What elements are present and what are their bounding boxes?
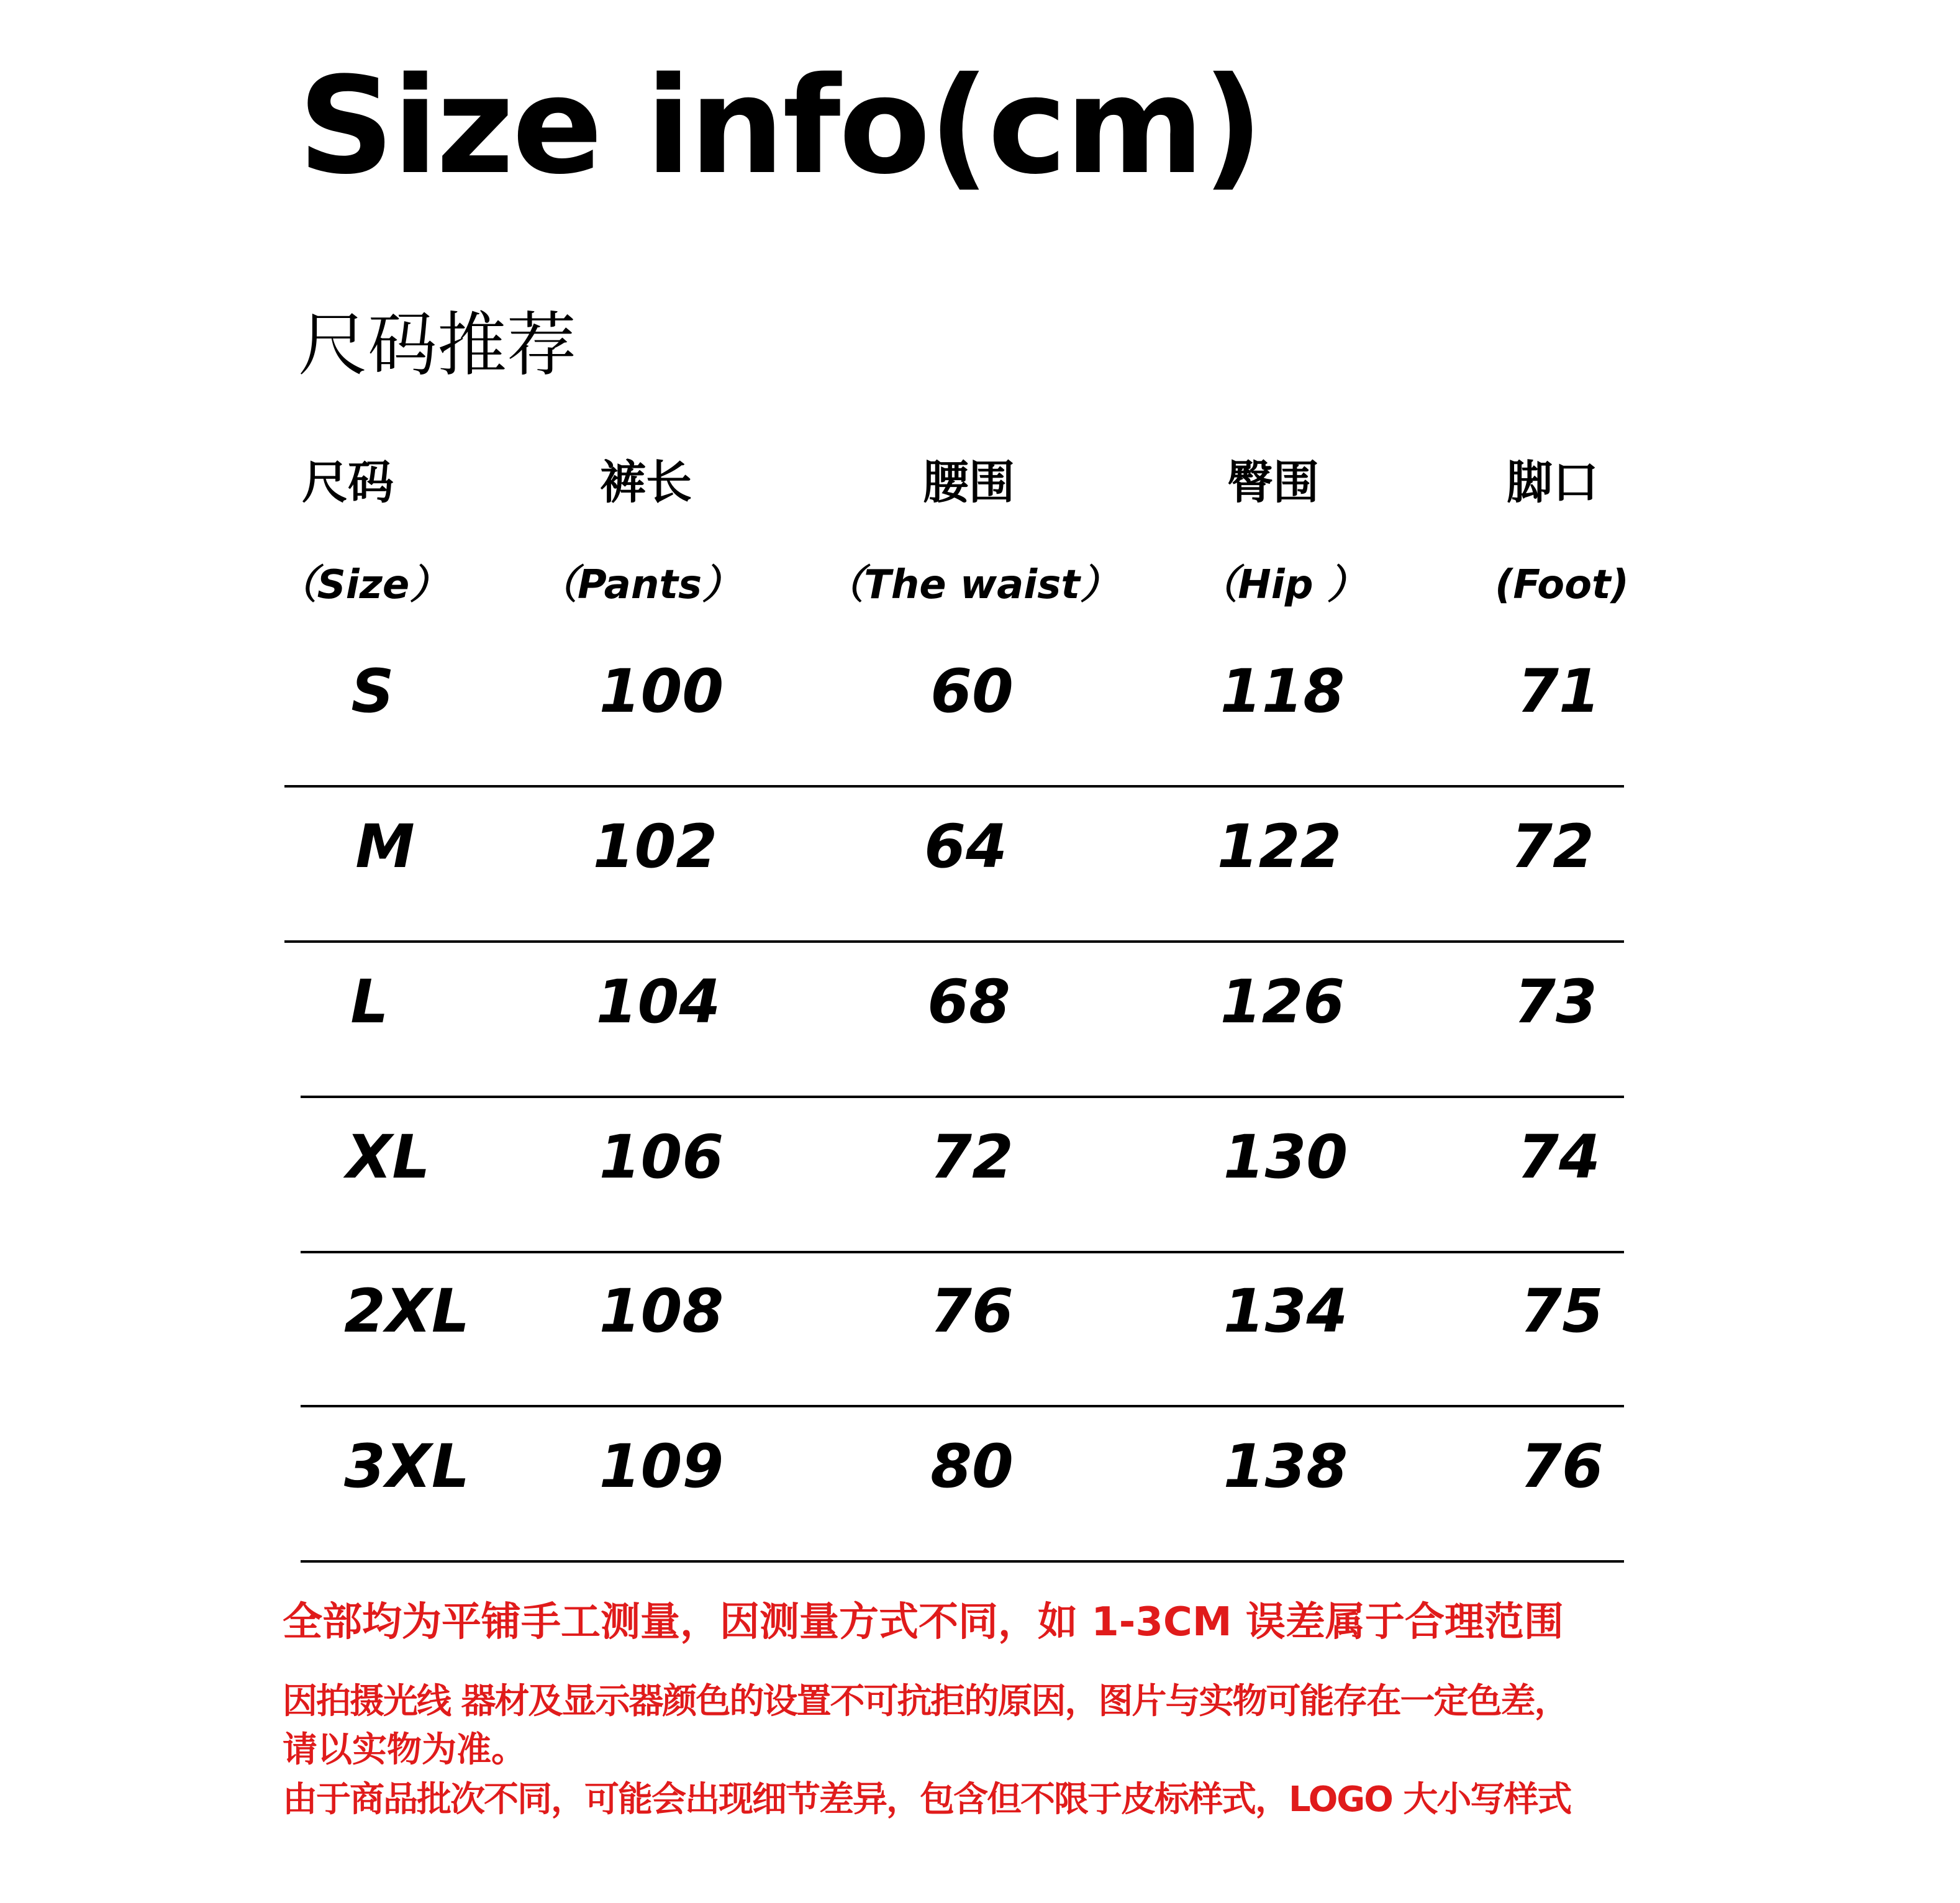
table-cell-foot: 72	[1511, 812, 1594, 881]
table-cell-hip: 138	[1223, 1432, 1348, 1501]
table-cell-waist: 80	[930, 1432, 1014, 1501]
table-cell-foot: 74	[1517, 1122, 1600, 1192]
row-divider	[284, 785, 1624, 788]
page-title: Size info(cm)	[298, 48, 1262, 204]
header-size-zh: 尺码	[302, 456, 394, 509]
table-cell-foot: 76	[1520, 1432, 1604, 1501]
row-divider	[301, 1096, 1624, 1098]
table-cell-foot: 71	[1517, 656, 1600, 726]
header-pants-en: （Pants）	[537, 562, 742, 608]
table-cell-waist: 72	[930, 1122, 1014, 1192]
row-divider	[301, 1405, 1624, 1407]
table-cell-size: 2XL	[344, 1276, 470, 1346]
table-cell-pants: 108	[599, 1276, 724, 1346]
color-note: 因拍摄光线 器材及显示器颜色的设置不可抗拒的原因，图片与实物可能存在一定色差，	[283, 1681, 1568, 1722]
row-divider	[284, 940, 1624, 943]
table-cell-hip: 118	[1220, 656, 1345, 726]
table-cell-hip: 122	[1217, 812, 1342, 881]
table-cell-size: S	[351, 656, 394, 726]
table-cell-size: 3XL	[344, 1432, 470, 1501]
table-cell-hip: 126	[1220, 967, 1345, 1037]
table-cell-size: XL	[346, 1122, 430, 1192]
table-cell-waist: 68	[927, 967, 1010, 1037]
table-cell-waist: 64	[924, 812, 1007, 881]
row-divider	[301, 1251, 1624, 1253]
header-size-en: （Size）	[277, 562, 450, 608]
table-cell-hip: 130	[1223, 1122, 1348, 1192]
color-note-continued: 请以实物为准。	[283, 1730, 526, 1770]
table-cell-foot: 73	[1514, 967, 1597, 1037]
section-subtitle: 尺码推荐	[298, 305, 576, 386]
table-cell-size: M	[355, 812, 415, 881]
batch-note: 由于商品批次不同，可能会出现细节差异，包含但不限于皮标样式，LOGO 大小写样式	[283, 1779, 1571, 1820]
header-foot-en: (Foot)	[1495, 562, 1629, 608]
table-cell-hip: 134	[1223, 1276, 1348, 1346]
header-waist-zh: 腰围	[923, 456, 1015, 509]
header-pants-zh: 裤长	[600, 456, 692, 509]
table-cell-foot: 75	[1520, 1276, 1604, 1346]
header-foot-zh: 脚口	[1507, 456, 1599, 509]
header-hip-en: （Hip ）	[1198, 562, 1367, 608]
table-cell-pants: 106	[599, 1122, 724, 1192]
measurement-note: 全部均为平铺手工测量，因测量方式不同，如 1-3CM 误差属于合理范围	[283, 1599, 1564, 1645]
table-cell-waist: 76	[930, 1276, 1014, 1346]
header-waist-en: （The waist）	[824, 562, 1120, 608]
row-divider	[301, 1560, 1624, 1563]
table-cell-pants: 102	[592, 812, 718, 881]
table-cell-pants: 109	[599, 1432, 724, 1501]
table-cell-size: L	[350, 967, 389, 1037]
header-hip-zh: 臀围	[1227, 456, 1319, 509]
table-cell-pants: 100	[599, 656, 724, 726]
table-cell-pants: 104	[596, 967, 721, 1037]
table-cell-waist: 60	[930, 656, 1014, 726]
